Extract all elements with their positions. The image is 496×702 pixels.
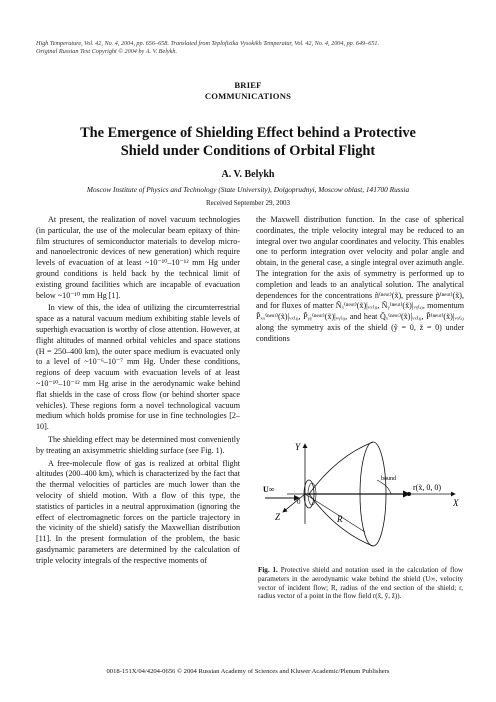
section-label <box>0 80 496 101</box>
received-date: Received September 29, 2003 <box>206 199 290 207</box>
label-r: R <box>337 514 343 524</box>
title-line2: Shield under Conditions of Orbital Flight <box>120 143 376 159</box>
label-rpoint: r(x̃, 0, 0) <box>413 483 441 492</box>
section-line2: COMMUNICATIONS <box>204 90 292 101</box>
shield-surface <box>309 442 373 494</box>
field-point <box>407 492 411 496</box>
page-footer: 0018-151X/04/4204-0656 © 2004 Russian Academy of Sciences and Kluwer Academic/Plenum Publishers <box>106 668 390 675</box>
label-bound: bound <box>381 476 396 482</box>
radius-line <box>305 494 365 532</box>
z-axis <box>283 494 305 512</box>
figure-caption <box>258 566 463 601</box>
label-y: Y <box>295 442 301 452</box>
journal-header <box>36 40 466 57</box>
shield-diagram <box>257 436 465 562</box>
title-line1: The Emergence of Shielding Effect behind a Protective <box>80 125 416 141</box>
paragraph: In view of this, the idea of utilizing the circumterrestrial space as a natural vacuum medium exhibiting stable levels of superhigh evacuation is worthy of close attention. However, at flight altitudes of manned orbital vehicles and space stations (H = 250–400 km), the outer space medium is evacuated only to a level of ~10⁻⁶–10⁻⁷ mm Hg. Under these conditions, regions of deep vacuum with evacuation levels of at least ~10⁻¹⁰–10⁻¹² mm Hg arise in the aerodynamic wake behind flat shields in the case of cross flow (or behind shorter space vehicles). These regions form a novel technological vacuum medium which holds promise for use in fine technologies [2–10]. <box>36 303 240 432</box>
left-column <box>36 215 240 569</box>
label-zero: 0 <box>297 498 301 506</box>
author: A. V. Belykh <box>221 169 275 180</box>
paragraph: The shielding effect may be determined most conveniently by treating an axisymmetric shielding surface (see Fig. 1). <box>36 434 240 455</box>
label-x: X <box>453 498 459 508</box>
section-line1: BRIEF <box>234 80 262 90</box>
paragraph: A free-molecule flow of gas is realized at orbital flight altitudes (200–400 km), which is characterized by the fact that the thermal velocities of particles are much lower than the velocity of shield motion. With a flow of this type, the statistics of particles in a neutral approximation (ignoring the effect of electromagnetic forces on the particle trajectory in the vicinity of the shield) satisfy the Maxwellian distribution [11]. In the present formulation of the problem, the basic gasdynamic parameters are determined by the calculation of triple velocity integrals of the respective moments of <box>36 458 240 565</box>
paragraph: At present, the realization of novel vacuum technologies (in particular, the use of the molecular beam epitaxy of thin-film structures of semiconductor materials to develop micro- and nanoelectronic devices of new generation) which require levels of evacuation of at least ~10⁻¹⁰–10⁻¹² mm Hg under ground conditions is held back by the technical limit of existing ground facilities which are incapable of evacuation below ~10⁻¹⁰ mm Hg [1]. <box>36 215 240 300</box>
label-z: Z <box>275 512 281 522</box>
boundary-arc <box>377 480 391 494</box>
caption-text: Protective shield and notation used in the calculation of flow parameters in the aerodynamic wake behind the shield (U∞, velocity vector of incident flow; R, radius of the end section of the shield; r, radius vector of a point in the flow field r(x̃, ỹ, z̃)). <box>258 566 464 601</box>
header-copyright: Original Russian Text Copyright © 2004 by A. V. Belykh. <box>36 48 178 56</box>
affiliation: Moscow Institute of Physics and Technology (State University), Dolgoprudnyi, Moscow oblast, 141700 Russia <box>86 185 410 194</box>
figure-1 <box>257 436 465 567</box>
label-u: U∞ <box>263 485 275 494</box>
right-column <box>256 215 464 347</box>
paper-title <box>30 124 466 160</box>
caption-label: Fig. 1. <box>258 566 278 574</box>
paragraph: the Maxwell distribution function. In the case of spherical coordinates, the triple velocity integral may be reduced to an integral over two angular coordinates and velocity. This enables one to perform integration over velocity and polar angle and obtain, in the general case, a single integral over azimuth angle. The integration for the axis of symmetry is performed up to completion and leads to an analytical solution. The analytical dependences for the concentrations ñ⁽ⁿᵉᵘᵗ⁾(x̃), pressure p̃⁽ⁿᵉᵘᵗ⁾(x̃), and for fluxes of matter Ñₓ⁽ⁿᵉᵘᵗ⁾(x̃)|ᵥₓ₍₀, Ñᵧ⁽ⁿᵉᵘᵗ⁾(x̃)|ᵥᵧ₍₀, momentum P̃ₓₓ⁽ⁿᵉᵘᵗ⁾(x̃)|ᵥₓ₍₀, P̃ᵧᵧ⁽ⁿᵉᵘᵗ⁾(x̃)|ᵥᵧ₍₀, and heat Q̃ₓ⁽ⁿᵉᵘᵗ⁾(x̃)|ᵥₓ₍₀, P̃⁽ⁿᵉᵘᵗ⁾(x̃)|ᵥₓ₍₀ along the symmetry axis of the shield (ỹ = 0, z̃ = 0) under conditions <box>256 215 464 343</box>
header-citation: High Temperature, Vol. 42, No. 4, 2004, pp. 656–658. Translated from Teplofizika Vysokikh Temperatur, Vol. 42, No. 4, 2004, pp. 649–651. <box>36 40 380 47</box>
